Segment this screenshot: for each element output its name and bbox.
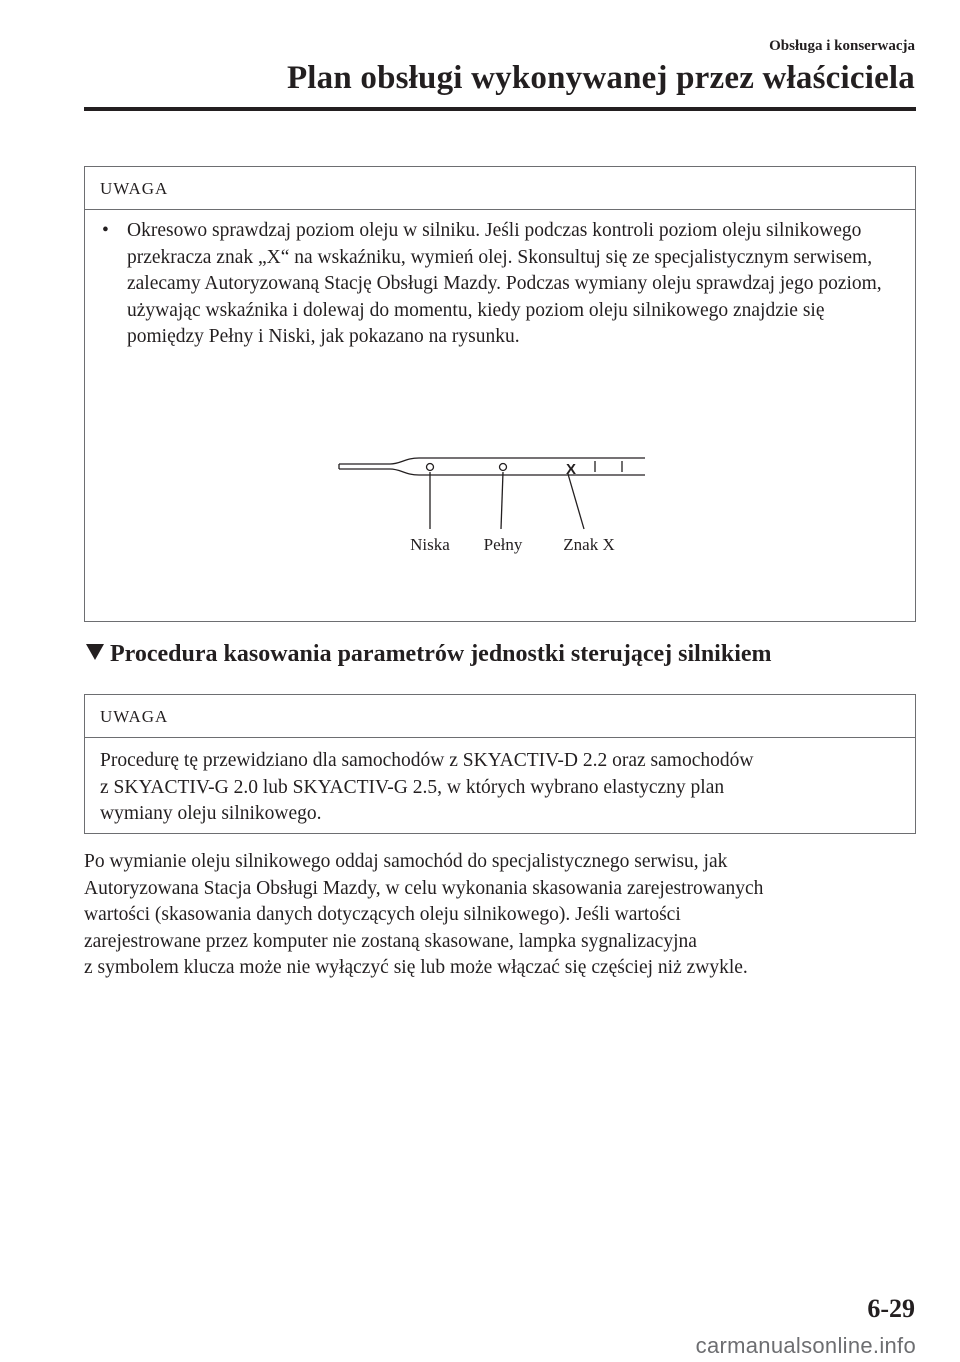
- dipstick-outline-bottom: [339, 469, 645, 475]
- section-name: Obsługa i konserwacja: [769, 38, 915, 54]
- dipstick-outline-top: [339, 458, 645, 464]
- full-mark-icon: [500, 464, 507, 471]
- paragraph-line: Autoryzowana Stacja Obsługi Mazdy, w celu wykonania skasowania zarejestrowanych: [84, 877, 764, 899]
- body-paragraph: [84, 849, 924, 982]
- bullet-text: Okresowo sprawdzaj poziom oleju w silniku. Jeśli podczas kontroli poziom oleju silnikowego przekracza znak „X“ na wskaźniku, wymień olej. Skonsultuj się ze specjalistycznym serwisem, zalecamy Autoryzowaną Stację Obsługi Mazdy. Podczas wymiany oleju sprawdzaj jego poziom, używając wskaźnika i dolewaj do momentu, kiedy poziom oleju silnikowego znajdzie się pomiędzy Pełny i Niski, jak pokazano na rysunku.: [127, 220, 882, 347]
- section-heading: [86, 641, 772, 668]
- note-heading: UWAGA: [85, 167, 915, 210]
- paragraph-line: Po wymianie oleju silnikowego oddaj samochód do specjalistycznego serwisu, jak: [84, 851, 728, 872]
- note-line: wymiany oleju silnikowego.: [100, 803, 322, 824]
- header-rule: [84, 107, 916, 111]
- page-number: 6-29: [867, 1294, 915, 1323]
- dipstick-diagram: [335, 450, 655, 560]
- label-low: Niska: [410, 535, 450, 554]
- note-box-oil-level: [84, 166, 916, 622]
- note-line: Procedurę tę przewidziano dla samochodów z SKYACTIV-D 2.2 oraz samochodów: [100, 750, 754, 771]
- note-box-procedure: [84, 694, 916, 834]
- page-title: Plan obsługi wykonywanej przez właściciela: [286, 60, 915, 96]
- bullet-icon: •: [102, 220, 109, 241]
- leader-line-full: [501, 472, 503, 529]
- watermark: carmanualsonline.info: [695, 1333, 916, 1358]
- note-body: [85, 210, 915, 351]
- label-full: Pełny: [483, 535, 523, 554]
- label-x-mark: Znak X: [563, 535, 615, 554]
- section-heading-text: Procedura kasowania parametrów jednostki sterującej silnikiem: [110, 641, 772, 667]
- x-mark-label: X: [566, 461, 577, 478]
- paragraph-line: zarejestrowane przez komputer nie zostaną skasowane, lampka sygnalizacyjna: [84, 930, 697, 952]
- triangle-down-icon: [86, 644, 104, 660]
- paragraph-line: z symbolem klucza może nie wyłączyć się lub może włączać się częściej niż zwykle.: [84, 957, 748, 978]
- note-line: z SKYACTIV-G 2.0 lub SKYACTIV-G 2.5, w których wybrano elastyczny plan: [100, 776, 725, 798]
- note-heading: UWAGA: [85, 695, 915, 738]
- leader-line-x: [568, 474, 584, 529]
- bullet-item: [100, 218, 900, 351]
- paragraph-line: wartości (skasowania danych dotyczących oleju silnikowego). Jeśli wartości: [84, 904, 681, 925]
- low-mark-icon: [427, 464, 434, 471]
- note-body: [85, 738, 915, 828]
